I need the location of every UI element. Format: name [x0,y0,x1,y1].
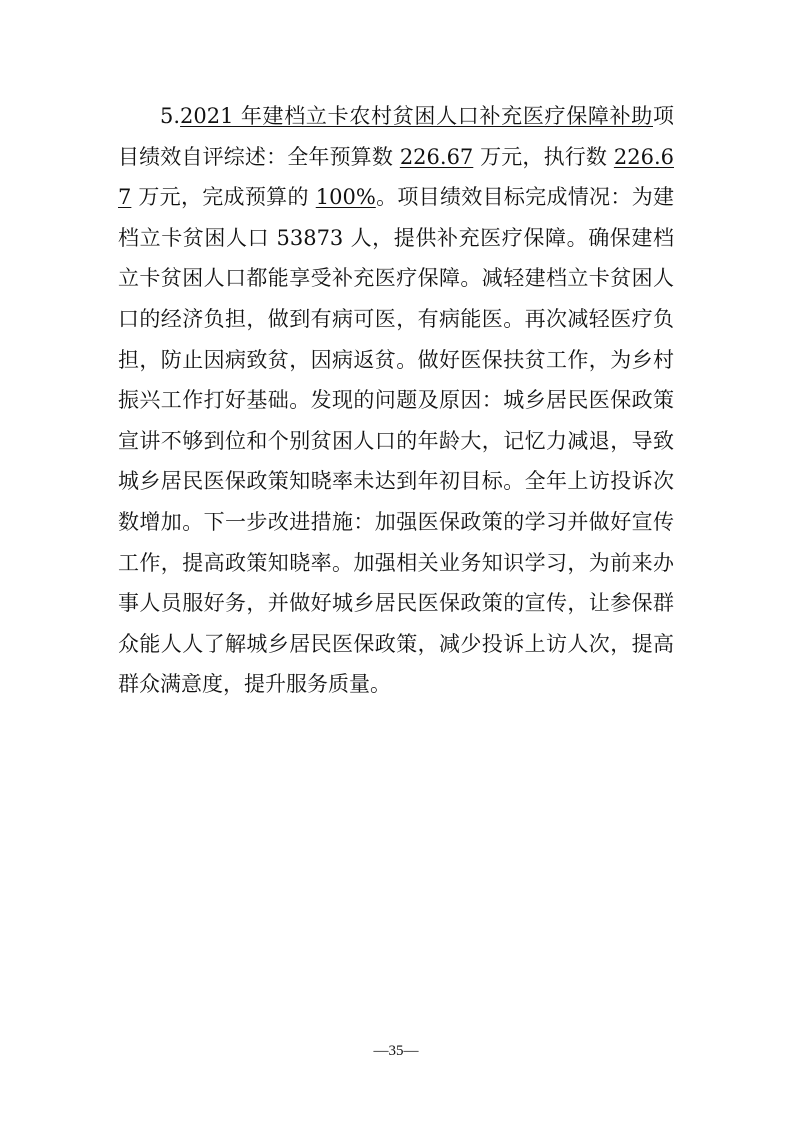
page-number: —35— [373,1043,419,1059]
underlined-executed-amount: 226.67 [118,144,674,210]
paragraph-segment: 万元，完成预算的 [131,185,316,210]
paragraph-segment: 5. [160,104,181,128]
underlined-project-name: 2021 年建档立卡农村贫困人口补充医疗保障补助 [180,104,653,128]
paragraph-segment: 。项目绩效目标完成情况：为建档立卡贫困人口 53873 人，提供补充医疗保障。确保建档立卡贫困人口都能享受补充医疗保障。减轻建档立卡贫困人口的经济负担，做到有病可医，有病能医。再次减轻医疗负担，防止因病致贫，因病返贫。做好医保扶贫工作，为乡村振兴工作打好基础。发现的问题及原因：城乡居民医保政策宣讲不够到位和个别贫困人口的年龄大，记忆力减退，导致城乡居民医保政策知晓率未达到年初目标。全年上访投诉次数增加。下一步改进措施：加强医保政策的学习并做好宣传工作，提高政策知晓率。加强相关业务知识学习，为前来办事人员服好务，并做好城乡居民医保政策的宣传，让参保群众能人人了解城乡居民医保政策，减少投诉上访人次，提高群众满意度，提升服务质量。 [118,185,674,697]
paragraph-segment: 项目绩效自评综述：全年预算数 [118,104,674,169]
paragraph-segment: 万元，执行数 [473,144,614,169]
underlined-budget-amount: 226.67 [399,144,474,169]
underlined-completion-rate: 100% [315,185,376,210]
body-paragraph [118,96,674,705]
